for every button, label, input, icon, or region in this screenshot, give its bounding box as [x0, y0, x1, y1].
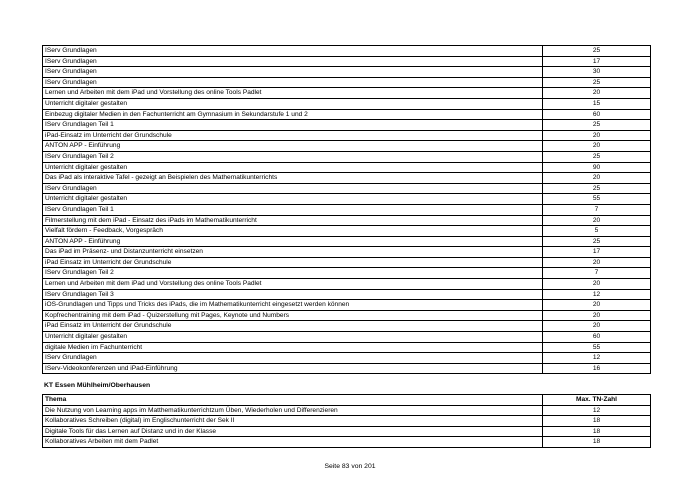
thema-cell: Vielfalt fördern - Feedback, Vorgespräch — [43, 226, 543, 237]
tn-cell: 15 — [543, 98, 651, 109]
tn-cell: 16 — [543, 363, 651, 374]
table-row — [43, 173, 651, 184]
tn-cell: 55 — [543, 194, 651, 205]
tn-cell: 12 — [543, 289, 651, 300]
tn-cell: 18 — [543, 426, 651, 437]
tn-cell: 30 — [543, 67, 651, 78]
table-row — [43, 130, 651, 141]
seminar-table-body — [43, 46, 651, 374]
thema-cell: IServ Grundlagen — [43, 353, 543, 364]
section-heading: KT Essen Mühlheim/Oberhausen — [44, 382, 151, 389]
table-row — [43, 426, 651, 437]
table-row — [43, 416, 651, 427]
thema-cell: IServ Grundlagen — [43, 183, 543, 194]
table-row — [43, 257, 651, 268]
table-row — [43, 332, 651, 343]
thema-cell: IServ Grundlagen Teil 2 — [43, 268, 543, 279]
table-row — [43, 151, 651, 162]
tn-cell: 12 — [543, 353, 651, 364]
tn-cell: 25 — [543, 77, 651, 88]
thema-cell: digitale Medien im Fachunterricht — [43, 342, 543, 353]
tn-cell: 20 — [543, 310, 651, 321]
thema-cell: Unterricht digitaler gestalten — [43, 332, 543, 343]
tn-cell: 18 — [543, 437, 651, 448]
thema-cell: IServ Grundlagen — [43, 67, 543, 78]
thema-cell: Filmerstellung mit dem iPad - Einsatz des iPads im Mathematikunterricht — [43, 215, 543, 226]
table-row — [43, 162, 651, 173]
thema-cell: IServ Grundlagen Teil 1 — [43, 120, 543, 131]
tn-cell: 20 — [543, 300, 651, 311]
thema-cell: Unterricht digitaler gestalten — [43, 194, 543, 205]
tn-cell: 20 — [543, 279, 651, 290]
section-table — [42, 394, 651, 448]
table-row — [43, 247, 651, 258]
table-row — [43, 226, 651, 237]
table-row — [43, 98, 651, 109]
thema-cell: Lernen und Arbeiten mit dem iPad und Vorstellung des online Tools Padlet — [43, 279, 543, 290]
thema-cell: Kopfrechentraining mit dem iPad - Quizerstellung mit Pages, Keynote und Numbers — [43, 310, 543, 321]
table-row — [43, 353, 651, 364]
table-row — [43, 56, 651, 67]
column-header-thema: Thema — [43, 395, 543, 406]
table-row — [43, 88, 651, 99]
thema-cell: IServ Grundlagen — [43, 77, 543, 88]
tn-cell: 12 — [543, 405, 651, 416]
tn-cell: 20 — [543, 141, 651, 152]
table-row — [43, 109, 651, 120]
seminar-table — [42, 45, 651, 374]
tn-cell: 20 — [543, 88, 651, 99]
thema-cell: IServ Grundlagen — [43, 46, 543, 57]
tn-cell: 17 — [543, 247, 651, 258]
thema-cell: IServ Grundlagen Teil 2 — [43, 151, 543, 162]
tn-cell: 20 — [543, 215, 651, 226]
thema-cell: Lernen und Arbeiten mit dem iPad und Vorstellung des online Tools Padlet — [43, 88, 543, 99]
table-row — [43, 268, 651, 279]
tn-cell: 5 — [543, 226, 651, 237]
tn-cell: 60 — [543, 109, 651, 120]
thema-cell: Die Nutzung von Learning apps im Matthematikunterrichtzum Üben, Wiederholen und Differenzieren — [43, 405, 543, 416]
thema-cell: Digitale Tools für das Lernen auf Distanz und in der Klasse — [43, 426, 543, 437]
tn-cell: 90 — [543, 162, 651, 173]
thema-cell: iPad-Einsatz im Unterricht der Grundschule — [43, 130, 543, 141]
tn-cell: 7 — [543, 268, 651, 279]
table-row — [43, 321, 651, 332]
thema-cell: Kollaboratives Arbeiten mit dem Padlet — [43, 437, 543, 448]
tn-cell: 25 — [543, 236, 651, 247]
table-row — [43, 289, 651, 300]
tn-cell: 20 — [543, 257, 651, 268]
thema-cell: Das iPad im Präsenz- und Distanzunterricht einsetzen — [43, 247, 543, 258]
table-row — [43, 342, 651, 353]
tn-cell: 60 — [543, 332, 651, 343]
tn-cell: 25 — [543, 46, 651, 57]
tn-cell: 20 — [543, 321, 651, 332]
page-footer: Seite 83 von 201 — [324, 463, 376, 470]
tn-cell: 25 — [543, 183, 651, 194]
thema-cell: IServ Grundlagen — [43, 56, 543, 67]
thema-cell: ANTON APP - Einführung — [43, 141, 543, 152]
thema-cell: Das iPad als interaktive Tafel - gezeigt an Beispielen des Mathematikunterrichts — [43, 173, 543, 184]
table-row — [43, 279, 651, 290]
tn-cell: 20 — [543, 173, 651, 184]
tn-cell: 25 — [543, 120, 651, 131]
thema-cell: Kollaboratives Schreiben (digital) im Englischunterricht der Sek II — [43, 416, 543, 427]
tn-cell: 55 — [543, 342, 651, 353]
tn-cell: 7 — [543, 204, 651, 215]
thema-cell: Einbezug digitaler Medien in den Fachunterricht am Gymnasium in Sekundarstufe 1 und 2 — [43, 109, 543, 120]
thema-cell: Unterricht digitaler gestalten — [43, 98, 543, 109]
table-row — [43, 437, 651, 448]
thema-cell: Unterricht digitaler gestalten — [43, 162, 543, 173]
table-row — [43, 67, 651, 78]
thema-cell: ANTON APP - Einführung — [43, 236, 543, 247]
table-row — [43, 46, 651, 57]
table-row — [43, 77, 651, 88]
table-row — [43, 183, 651, 194]
table-row — [43, 204, 651, 215]
table-header-row — [43, 395, 651, 406]
table-row — [43, 194, 651, 205]
thema-cell: IServ Grundlagen Teil 3 — [43, 289, 543, 300]
table-row — [43, 405, 651, 416]
table-row — [43, 300, 651, 311]
thema-cell: iOS-Grundlagen und Tipps und Tricks des iPads, die im Mathematikunterricht eingesetzt werden können — [43, 300, 543, 311]
table-row — [43, 120, 651, 131]
thema-cell: iPad Einsatz im Unterricht der Grundschule — [43, 257, 543, 268]
table-row — [43, 310, 651, 321]
tn-cell: 18 — [543, 416, 651, 427]
tn-cell: 17 — [543, 56, 651, 67]
table-row — [43, 215, 651, 226]
thema-cell: iPad Einsatz im Unterricht der Grundschule — [43, 321, 543, 332]
thema-cell: IServ-Videokonferenzen und iPad-Einführung — [43, 363, 543, 374]
thema-cell: IServ Grundlagen Teil 1 — [43, 204, 543, 215]
table-row — [43, 141, 651, 152]
table-row — [43, 236, 651, 247]
table-row — [43, 363, 651, 374]
tn-cell: 20 — [543, 130, 651, 141]
tn-cell: 25 — [543, 151, 651, 162]
section-table-body — [43, 405, 651, 447]
column-header-tn: Max. TN-Zahl — [543, 395, 651, 406]
